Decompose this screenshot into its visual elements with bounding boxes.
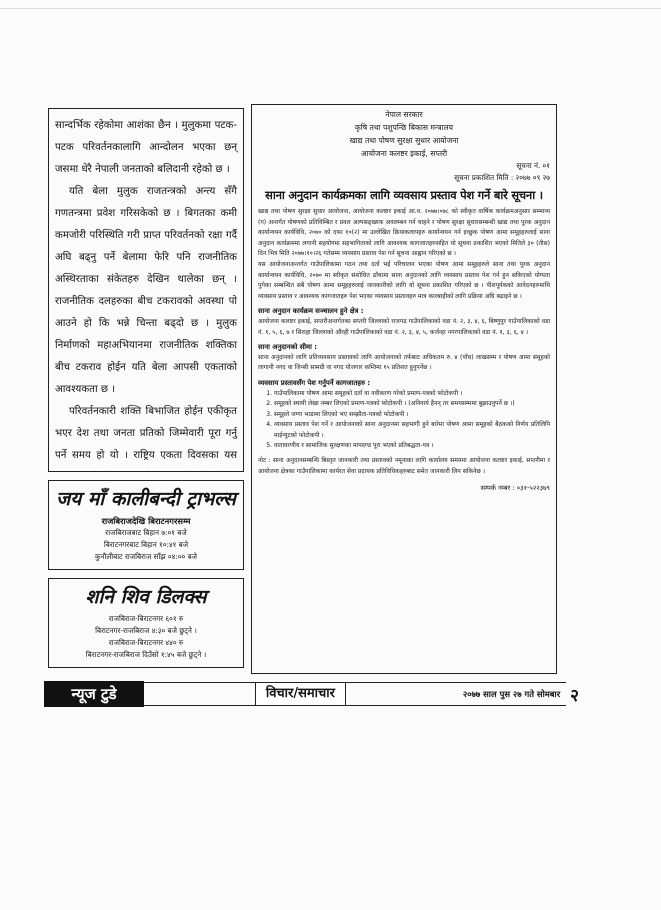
notice-intro: खाद्य तथा पोषण सुरक्षा सुधार आयोजना, आयोजना कलष्टर इकाई आ.व. २०७७।०७८ को स्वीकृत वार्षिक कार्यक्रमअनुसार सम्भाव्य (ग) अन्तर्गत पोषणको प्रतिविम्बित र प्रवल अल्पसङ्ख्यक अवलम्बन गर्न चाहने र पोषण सुरक्षा सुधारसम्बन्धी खाद्य तथा पूरक अनुदान कार्यान्वयन कार्यविधि, २०७० को दफा १०(२) मा उल्लेखित क्रियाकलापहरु कार्यान्वयन गर्न इच्छुक पोषण आमा समूहहरुलाई साना अनुदान कार्यक्रममा लगानी सहयोगमा सहभागिताको लागि आवश्यक कागजातहरुसहित यो सूचना प्रकाशित भएको मितिले ३० (तीस) दिन भित्र मिति २०७७।१०।२६ गतेसम्म व्यवसाय प्रस्ताव पेश गर्न सूचना आह्वान गरिएको छ । bbox=[258, 208, 550, 258]
list-item: 1. गाउँपालिकामा पोषण आमा समूहको दर्ता वा नवीकरण गरेको प्रमाण-पत्रको फोटोकपी । bbox=[274, 389, 550, 400]
header-line: आयोजना कलष्टर इकाई, सप्तरी bbox=[360, 149, 448, 158]
article-paragraph: परिवर्तनकारी शक्ति बिभाजित होईन एकीकृत भएर देश तथा जनता प्रतिको जिम्मेवारी पूरा गर्नु पर्ने समय हो यो । राष्ट्रिय एकता दिवसका यस bbox=[55, 406, 237, 461]
section-body: साना अनुदानको लागि प्रतिव्यवसाय प्रस्तावको लागि आयोजनाको तर्फबाट अधिकतम रु. ४ (पाँच) लाखसम्म र पोषण आमा समूहको लागानी नगद वा जिन्सी सामग्री वा नगद योजगार कम्तिमा १५ प्रतिशत हुनुपर्नेछ । bbox=[258, 353, 550, 372]
ad-line: राजबिराज-बिराटनगर ६०१ रु bbox=[108, 614, 184, 623]
header-line: कृषि तथा पशुपन्छि बिकास मन्त्रालय bbox=[354, 123, 454, 132]
section-body: आयोजना कलष्टर इकाई, सप्तरीअन्तर्गतका सप्तरी जिल्लाको राजगढ गाउँपालिकाको वडा नं. २, ३, ४, ६, बिष्णुपुर गाउँपालिकाको वडा नं. १, ५, ६, ७ र सिराहा जिल्लाको औरही गाउँपालिकाको वडा नं. २, ३, ४, ५, कर्जन्हा नगरपालिकाको वडा नं. १, ३, ६, ४ । bbox=[258, 317, 550, 336]
notice-header bbox=[258, 108, 550, 160]
government-notice bbox=[251, 104, 557, 674]
notice-note: नोट : साना अनुदानसम्बन्धि बिस्तृत जानकारी तथा प्रस्तावको नमूनाका लागि कार्यालय समयमा आयोजना कलष्टर इकाई, सप्तरीमा र आयोजना क्षेत्रका गाउँपालिकामा कार्यरत सेवा प्रदायक प्रतिविधिकहरुबाट समेत जानकारी लिन सकिनेछ । bbox=[258, 457, 550, 475]
article-paragraph: सान्दर्भिक रहेकोमा आशंका छैन । मुलुकमा पटक-पटक परिवर्तनकालागि आन्दोलन भएका छन् जसमा धेरै नेपाली जनताको बलिदानी रहेको छ । bbox=[55, 120, 237, 175]
list-item: 5. वातावरणीय र सामाजिक सुरक्षणका मापदण्ड पूरा भएको प्रतिबद्धता-पत्र । bbox=[274, 441, 550, 452]
contact-number: सम्पर्क नम्बर : ०३१-५२२३७९ bbox=[480, 484, 550, 493]
section-heading: व्यवसाय प्रस्तावसँग पेश गर्नुपर्ने कागजातहरु : bbox=[258, 378, 371, 387]
ad-line: राजबिराजदेखि बिराटनगरसम्म bbox=[101, 516, 191, 526]
required-documents-list bbox=[258, 389, 550, 453]
section-label: विचार/समाचार bbox=[255, 682, 346, 706]
notice-title: साना अनुदान कार्यक्रमका लागि व्यवसाय प्रस्ताव पेश गर्ने बारे सूचना । bbox=[265, 188, 543, 202]
header-line: खाद्य तथा पोषण सुरक्षा सुधार आयोजना bbox=[349, 136, 459, 145]
travel-ad bbox=[48, 480, 244, 570]
bus-ad bbox=[48, 578, 244, 668]
ad-line: राजबिराजबाट बिहान ७:०१ बजे bbox=[105, 528, 187, 537]
ad-line: कुनौलीबाट राजबिराज साँझ ०४:०० बजे bbox=[94, 552, 198, 561]
newspaper-brand: न्यूज टुडे bbox=[44, 681, 144, 707]
notice-number: सूचना नं. ०१ bbox=[516, 161, 550, 170]
header-line: नेपाल सरकार bbox=[385, 110, 423, 119]
left-column bbox=[48, 108, 244, 668]
notice-paragraph: यस आयोजनाअन्तर्गत गाउँपालिकामा गठन तथा दर्ता भई परिचालन भएका पोषण आमा समूहहरुले साना तथा पूरक अनुदान कार्यान्वयन कार्यविधि, २०७० मा स्वीकृत संशोधित ढाँचामा साना अनुदानको लागि व्यवसाय प्रस्ताव पेश गर्न हुन सकिएको योग्यता पुगेका सम्बन्धित सबै पोषण आमा समूहहरुलाई जानकारीको लागि यो सूचना प्रकाशित गरिएको छ । पीशपूर्वकको आवेदनहरुमाथि व्यवसाय प्रस्ताव र आवश्यक कागजातहरु पेश भएका व्यवसाय प्रस्तावहरु मात्र कारबाहीको लागि प्रक्रिया अघि बढाइने छ । bbox=[258, 260, 550, 300]
section-heading: साना अनुदानको सीमा : bbox=[258, 343, 317, 352]
list-item: 3. समूहले जग्गा भाडामा लिएको भए सम्झौता-पत्रको फोटोकपी । bbox=[274, 410, 550, 421]
notice-published-date: सूचना प्रकाशित मिति : २०७७ ०९ २७ bbox=[454, 173, 550, 182]
ad-title: जय माँ कालीबन्दी ट्राभल्स bbox=[56, 488, 236, 510]
ad-line: बिराटनगर-राजबिराज दिउँसो १:४५ बजे छुट्ने । bbox=[85, 650, 207, 659]
notice-meta bbox=[258, 160, 550, 172]
footer-rule bbox=[346, 682, 457, 706]
section-heading: साना अनुदान कार्यक्रम सञ्चालन हुने क्षेत्र : bbox=[258, 307, 364, 316]
notice-body bbox=[258, 207, 550, 477]
list-item: 2. समूहको स्थायी लेखा नम्बर लिएको प्रमाण-पत्रको फोटोकपी । (अनिवार्य हैनन् तर समयसम्ममा बुझाउनुपर्ने छ ।) bbox=[274, 399, 550, 410]
page-fold bbox=[0, 2, 661, 9]
issue-date: २०७७ साल पुस २७ गते सोमबार bbox=[457, 682, 566, 706]
ad-line: राजबिराज-बिराटनगर ४४० रु bbox=[108, 638, 184, 647]
ad-title: शनि शिव डिलक्स bbox=[85, 586, 207, 608]
notice-meta bbox=[258, 172, 550, 184]
editorial-article bbox=[48, 108, 244, 472]
footer-rule bbox=[144, 682, 255, 706]
ad-line: बिराटनगरबाट बिहान १०:४१ बजे bbox=[103, 540, 189, 549]
page-footer bbox=[44, 681, 579, 707]
page-number: २ bbox=[570, 685, 579, 706]
list-item: 4. व्यवसाय प्रस्ताव पेश गर्ने र आयोजनाको साना अनुदानमा सहभागी हुने बारेमा पोषण आमा समूहको बैठकको निर्णय प्रतिलिपि माईन्युटको फोटोकपी । bbox=[274, 420, 550, 441]
article-paragraph: यति बेला मुलुक राजतन्त्रको अन्त्य सँगै गणतन्त्रमा प्रवेश गरिसकेको छ । बिगतका कमी कमजोरी परिस्थिति गरी प्राप्त परिवर्तनको रक्षा गर्दै अघि बढ्नु पर्ने बेलामा फेरि पनि राजनीतिक अस्थिरताका संकेतहरु देखिन थालेका छन् । राजनीतिक दलहरुका बीच टकरावको अवस्था पो आउने हो कि भन्ने चिन्ता बढ्दो छ । मुलुक निर्माणको महाअभियानमा राजनीतिक शक्तिका बीच टकराव होईन यति बेला आपसी एकताको आवश्यकता छ । bbox=[55, 186, 237, 395]
ad-line: बिराटनगर-राजबिराज ४:३० बजे छुट्ने । bbox=[95, 626, 197, 635]
